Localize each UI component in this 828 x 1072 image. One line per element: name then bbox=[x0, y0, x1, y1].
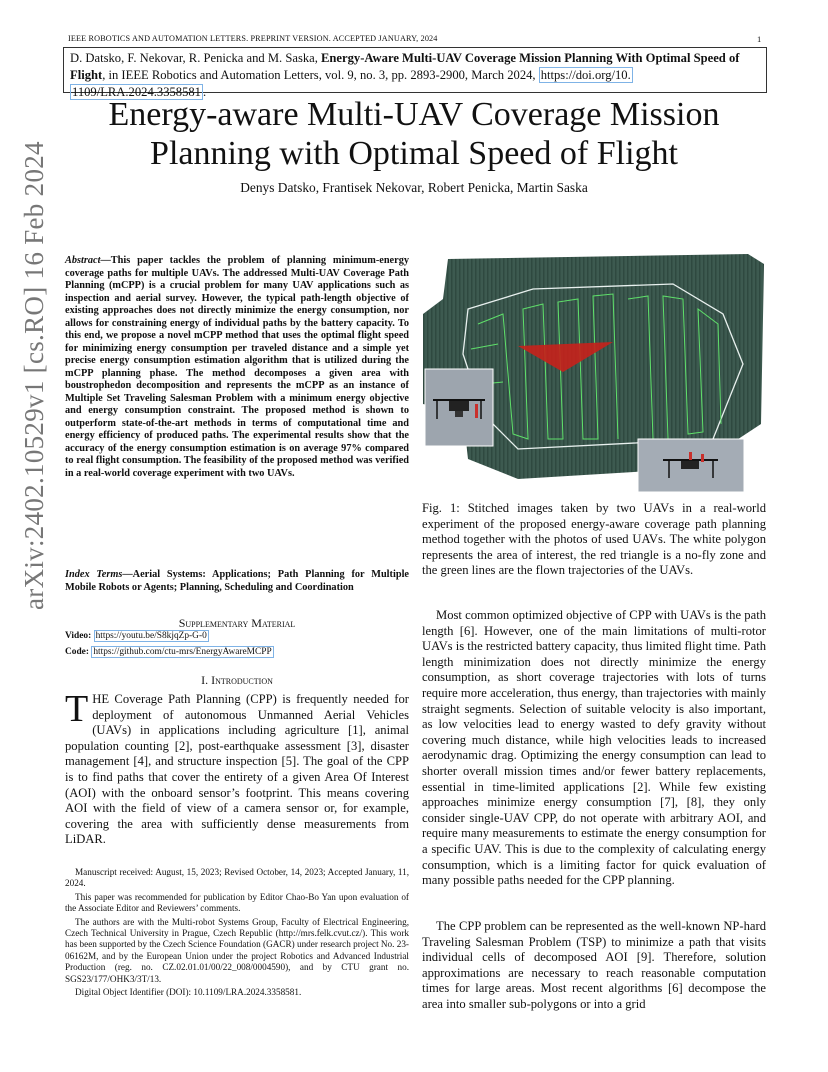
arxiv-stamp: arXiv:2402.10529v1 [cs.RO] 16 Feb 2024 bbox=[19, 141, 49, 610]
footnote-editor: This paper was recommended for publication by Editor Chao-Bo Yan upon evaluation of the Associate Editor and Reviewers’ comments. bbox=[65, 891, 409, 914]
supplementary-heading: Supplementary Material bbox=[178, 616, 296, 630]
doi-link-part1[interactable]: https://doi.org/10. bbox=[540, 68, 631, 82]
index-terms-label: Index Terms bbox=[65, 569, 123, 580]
abstract-label: Abstract bbox=[65, 255, 101, 266]
paper-title bbox=[0, 95, 828, 173]
citation-title: Energy-Aware Multi-UAV Coverage Mission Planning With Optimal Speed of Flight bbox=[70, 51, 740, 82]
right-paragraph-1: Most common optimized objective of CPP with UAVs is the path length [6]. However, one of the main limitations of multi-rotor UAVs is the restricted battery capacity, thus limited flight time. Path length minimization does not directly minimize the energy consumption, as short coverage trajectories with lots of turns require more acceleration, thus energy, than trajectories with mainly straight segments. Selection of suitable velocity is also important, as low velocities lead to energy wasted to defy gravity without covering much distance, while high velocities leads to increased aerodynamic drag. Optimizing the energy consumption can lead to shorter overall mission times and/or fewer battery replacements, essential in time-limited applications [2]. While few existing approaches minimize energy consumption [7], [8], they only consider single-UAV CPP, do not operate with arbitrary AOI, and require many measurements to estimate the energy consumption for a specific UAV. This is due to the complexity of calculating energy consumption, which is a limiting factor for quick evaluation of many possible paths needed for the CPP planning. bbox=[422, 608, 766, 888]
intro-heading: I. Introduction bbox=[201, 673, 273, 687]
video-label: Video: bbox=[65, 631, 94, 641]
page-number: 1 bbox=[757, 34, 762, 44]
abstract-text: —This paper tackles the problem of planning minimum-energy coverage paths for multiple UAVs. The addressed Multi-UAV Coverage Path Planning (mCPP) is a crucial problem for many UAV applications such as inspection and aerial survey. However, the typical path-length objective of existing approaches does not directly minimize the energy consumption, nor allows for constraining energy of individual paths by the battery capacity. To this end, we propose a novel mCPP method that uses the optimal flight speed for minimizing energy consumption per traveled distance and a simple yet precise energy consumption estimation algorithm that is utilized during the mCPP planning phase. The method decomposes a given area with boustrophedon decomposition and represents the mCPP as an instance of Multiple Set Traveling Salesman Problem with a minimum energy objective and energy consumption constraint. The proposed method is shown to outperform state-of-the-art methods in terms of computational time and energy efficiency of produced paths. The experimental results show that the accuracy of the energy consumption estimation is on average 97% compared to real flight consumption. The feasibility of the proposed method was verified in a real-world coverage experiment with two UAVs. bbox=[65, 255, 409, 479]
stitched-aerial-photo bbox=[423, 254, 764, 494]
footnote-affiliation: The authors are with the Multi-robot Systems Group, Faculty of Electrical Engineering, Czech Technical University in Prague, Czech Republic (http://mrs.felk.cvut.cz/). This work has been supported by the Czech Science Foundation (GACR) under research project No. 23-06162M, and by the European Union under the project Robotics and Advanced Industrial Production (reg. no. CZ.02.01.01/00/22_008/0004590), and by CTU grant no. SGS23/177/OHK3/3T/13. bbox=[65, 916, 409, 984]
code-link[interactable]: https://github.com/ctu-mrs/EnergyAwareMCPP bbox=[93, 647, 272, 657]
title-line-2: Planning with Optimal Speed of Flight bbox=[150, 135, 678, 172]
intro-dropcap: T bbox=[65, 688, 89, 730]
running-header: IEEE ROBOTICS AND AUTOMATION LETTERS. PREPRINT VERSION. ACCEPTED JANUARY, 2024 bbox=[68, 34, 438, 43]
intro-paragraph bbox=[65, 688, 409, 848]
intro-text: HE Coverage Path Planning (CPP) is frequently needed for deployment of autonomous Unmanned Aerial Vehicles (UAVs) in applications including agriculture [1], animal population counting [2], post-earthquake assessment [3], disaster management [4], and structure inspection [5]. The goal of the CPP is to find paths that cover the entirety of a given Area Of Interest (AOI) with the onboard sensor’s footprint. This means covering AOI with the field of view of a camera sensor or, for example, covering the area with sufficiently dense measurements from LiDAR. bbox=[65, 692, 409, 847]
index-terms-text: —Aerial Systems: Applications; Path Planning for Multiple Mobile Robots or Agents; Planning, Scheduling and Coordination bbox=[65, 569, 409, 593]
citation-box bbox=[63, 47, 767, 99]
citation-venue: , in IEEE Robotics and Automation Letters, vol. 9, no. 3, pp. 2893-2900, March 2024, bbox=[102, 68, 539, 82]
author-list: Denys Datsko, Frantisek Nekovar, Robert Penicka, Martin Saska bbox=[240, 180, 588, 195]
footnote-received: Manuscript received: August, 15, 2023; Revised October, 14, 2023; Accepted January, 11, 2024. bbox=[65, 867, 409, 889]
title-line-1: Energy-aware Multi-UAV Coverage Mission bbox=[108, 96, 720, 133]
video-line bbox=[65, 630, 409, 643]
code-line bbox=[65, 646, 409, 659]
index-terms bbox=[65, 569, 409, 594]
citation-authors: D. Datsko, F. Nekovar, R. Penicka and M. Saska, bbox=[70, 51, 322, 65]
doi-link-part2[interactable]: 1109/LRA.2024.3358581 bbox=[72, 85, 201, 99]
footnote-doi: Digital Object Identifier (DOI): 10.1109/LRA.2024.3358581. bbox=[75, 987, 302, 998]
footnotes bbox=[65, 867, 409, 1000]
citation-end: . bbox=[202, 85, 207, 99]
figure-1-caption: Fig. 1: Stitched images taken by two UAVs in a real-world experiment of the proposed energy-aware coverage path planning method together with the photos of used UAVs. The white polygon represents the area of interest, the red triangle is a no-fly zone and the green lines are the flown trajectories of the UAVs. bbox=[422, 501, 766, 578]
right-paragraph-2: The CPP problem can be represented as the well-known NP-hard Traveling Salesman Problem (TSP) to minimize a path that visits individual cells of decomposed AOI [9]. Therefore, solution approximations are necessary to reach reasonable computation times for large areas. Most recent algorithms [6] decompose the area into smaller sub-polygons or into a grid bbox=[422, 919, 766, 1011]
video-link[interactable]: https://youtu.be/S8kjqZp-G-0 bbox=[95, 631, 207, 641]
figure-1-image bbox=[423, 254, 764, 494]
code-label: Code: bbox=[65, 647, 92, 657]
abstract bbox=[65, 255, 409, 480]
